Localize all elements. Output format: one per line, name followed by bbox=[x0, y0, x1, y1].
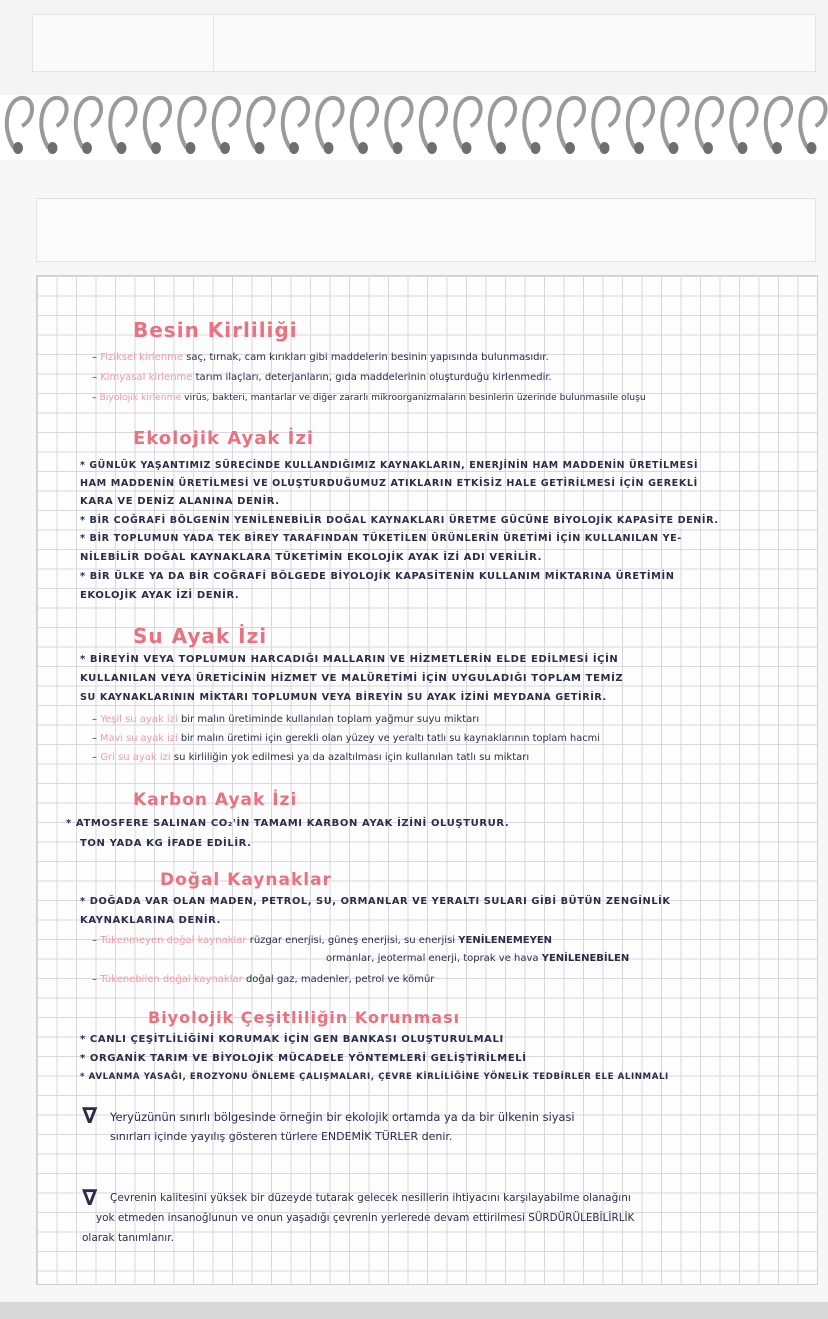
text-line: KAYNAKLARINA DENİR. bbox=[80, 915, 222, 926]
text-line: HAM MADDENİN ÜRETİLMESİ VE OLUŞTURDUĞUMUZ ATIKLARIN ETKİSİZ HALE GETİRİLMESİ İÇİN GEREKLİ bbox=[80, 478, 698, 489]
spiral-coil bbox=[317, 98, 342, 148]
heading-su-ayak-izi: Su Ayak İzi bbox=[133, 624, 268, 648]
list-item: – Tükenmeyen doğal kaynaklar rüzgar enerjisi, güneş enerjisi, su enerjisi YENİLENEMEYEN bbox=[92, 935, 553, 946]
spiral-coil bbox=[421, 98, 446, 148]
spiral-coil bbox=[731, 98, 756, 148]
punch-hole bbox=[255, 142, 265, 154]
heading-ekolojik-ayak-izi: Ekolojik Ayak İzi bbox=[133, 428, 315, 449]
spiral-coil bbox=[179, 98, 204, 148]
note-line: sınırları içinde yayılış gösteren türlere ENDEMİK TÜRLER denir. bbox=[110, 1130, 453, 1143]
note-line: Yeryüzünün sınırlı bölgesinde örneğin bir ekolojik ortamda ya da bir ülkenin siyasi bbox=[110, 1110, 575, 1124]
punch-hole bbox=[807, 142, 817, 154]
spiral-coil bbox=[76, 98, 101, 148]
spiral-coil bbox=[766, 98, 791, 148]
heading-besin-kirliligi: Besin Kirliliği bbox=[133, 318, 298, 342]
text-line: * BİREYİN VEYA TOPLUMUN HARCADIĞI MALLARIN VE HİZMETLERİN ELDE EDİLMESİ İÇİN bbox=[80, 654, 619, 665]
note-line: Çevrenin kalitesini yüksek bir düzeyde tutarak gelecek nesillerin ihtiyacını karşılayabilme olanağını bbox=[110, 1192, 631, 1204]
text-line: * CANLI ÇEŞİTLİLİĞİNİ KORUMAK İÇİN GEN BANKASI OLUŞTURULMALI bbox=[80, 1034, 504, 1045]
title-label-box bbox=[36, 198, 816, 262]
text-line: * BİR ÜLKE YA DA BİR COĞRAFİ BÖLGEDE BİYOLOJİK KAPASİTENİN KULLANIM MİKTARINA ÜRETİMİN bbox=[80, 571, 675, 582]
spiral-coil bbox=[662, 98, 687, 148]
note-mark-icon: ∇ bbox=[82, 1104, 98, 1129]
punch-hole bbox=[220, 142, 230, 154]
punch-hole bbox=[772, 142, 782, 154]
heading-biyolojik-cesitlilik: Biyolojik Çeşitliliğin Korunması bbox=[148, 1008, 461, 1027]
list-item: – Mavi su ayak izi bir malın üretimi için gerekli olan yüzey ve yeraltı tatlı su kaynaklarının toplam hacmi bbox=[92, 733, 600, 744]
spiral-coil bbox=[248, 98, 273, 148]
list-item: – Yeşil su ayak izi bir malın üretiminde kullanılan toplam yağmur suyu miktarı bbox=[92, 714, 480, 725]
spiral-coil bbox=[559, 98, 584, 148]
text-line: KARA VE DENİZ ALANINA DENİR. bbox=[80, 496, 280, 507]
text-line: TON YADA KG İFADE EDİLİR. bbox=[80, 838, 252, 849]
list-item: – Biyolojik kirlenme virüs, bakteri, mantarlar ve diğer zararlı mikroorganizmaların besinlerin üzerinde bulunmasıile oluşu bbox=[92, 392, 646, 403]
punch-hole bbox=[324, 142, 334, 154]
spiral-coil bbox=[110, 98, 135, 148]
list-item: – Kimyasal kirlenme tarım ilaçları, deterjanların, gıda maddelerinin oluşturduğu kirlenmedir. bbox=[92, 372, 552, 383]
spiral-coil bbox=[697, 98, 722, 148]
punch-hole bbox=[82, 142, 92, 154]
punch-hole bbox=[600, 142, 610, 154]
list-item: – Fiziksel kirlenme saç, tırnak, cam kırıkları gibi maddelerin besinin yapısında bulunmasıdır. bbox=[92, 352, 549, 363]
text-line: KULLANILAN VEYA ÜRETİCİNİN HİZMET VE MALÜRETİMİ İÇİN UYGULADIĞI TOPLAM TEMİZ bbox=[80, 673, 624, 684]
note-line: yok etmeden insanoğlunun ve onun yaşadığı çevrenin yerlerede devam ettirilmesi SÜRDÜRÜLEBİLİRLİK bbox=[96, 1212, 635, 1224]
punch-hole bbox=[48, 142, 58, 154]
spiral-coil bbox=[593, 98, 618, 148]
text-line: * ATMOSFERE SALINAN CO₂'İN TAMAMI KARBON AYAK İZİNİ OLUŞTURUR. bbox=[66, 818, 510, 829]
text-line: * AVLANMA YASAĞI, EROZYONU ÖNLEME ÇALIŞMALARI, ÇEVRE KİRLİLİĞİNE YÖNELİK TEDBİRLER ELE ALINMALI bbox=[80, 1072, 669, 1082]
punch-hole bbox=[117, 142, 127, 154]
list-item: ormanlar, jeotermal enerji, toprak ve hava YENİLENEBİLEN bbox=[326, 953, 630, 964]
page-edge bbox=[0, 1302, 828, 1319]
text-line: SU KAYNAKLARININ MİKTARI TOPLUMUN VEYA BİREYİN SU AYAK İZİNİ MEYDANA GETİRİR. bbox=[80, 692, 607, 703]
punch-hole bbox=[427, 142, 437, 154]
text-line: * BİR TOPLUMUN YADA TEK BİREY TARAFINDAN TÜKETİLEN ÜRÜNLERİN ÜRETİMİ İÇİN KULLANILAN YE- bbox=[80, 533, 682, 544]
punch-hole bbox=[186, 142, 196, 154]
punch-hole bbox=[738, 142, 748, 154]
spiral-coil bbox=[352, 98, 377, 148]
punch-hole bbox=[151, 142, 161, 154]
punch-hole bbox=[289, 142, 299, 154]
punch-hole bbox=[669, 142, 679, 154]
heading-karbon-ayak-izi: Karbon Ayak İzi bbox=[133, 790, 298, 810]
list-item: – Gri su ayak izi su kirliliğin yok edilmesi ya da azaltılması için kullanılan tatlı su miktarı bbox=[92, 752, 530, 763]
list-item: – Tükenebilen doğal kaynaklar doğal gaz, madenler, petrol ve kömür bbox=[92, 974, 435, 985]
text-line: * BİR COĞRAFİ BÖLGENİN YENİLENEBİLİR DOĞAL KAYNAKLARI ÜRETME GÜCÜNE BİYOLOJİK KAPASİTE DENİR. bbox=[80, 515, 719, 526]
text-line: EKOLOJİK AYAK İZİ DENİR. bbox=[80, 590, 240, 601]
spiral-coil bbox=[145, 98, 170, 148]
label-strip bbox=[32, 14, 816, 72]
notebook-top-area bbox=[0, 0, 828, 95]
punch-hole bbox=[531, 142, 541, 154]
text-line: * GÜNLÜK YAŞANTIMIZ SÜRECİNDE KULLANDIĞIMIZ KAYNAKLARIN, ENERJİNİN HAM MADDENİN ÜRETİLMESİ bbox=[80, 460, 699, 471]
note-mark-icon: ∇ bbox=[82, 1186, 98, 1211]
spiral-coil bbox=[214, 98, 239, 148]
text-line: * ORGANİK TARIM VE BİYOLOJİK MÜCADELE YÖNTEMLERİ GELİŞTİRİLMELİ bbox=[80, 1053, 527, 1064]
spiral-coil bbox=[41, 98, 66, 148]
punch-hole bbox=[13, 142, 23, 154]
spiral-coil bbox=[283, 98, 308, 148]
spiral-coil bbox=[524, 98, 549, 148]
spiral-coil bbox=[386, 98, 411, 148]
punch-hole bbox=[496, 142, 506, 154]
punch-hole bbox=[358, 142, 368, 154]
punch-hole bbox=[634, 142, 644, 154]
punch-hole bbox=[462, 142, 472, 154]
text-line: NİLEBİLİR DOĞAL KAYNAKLARA TÜKETİMİN EKOLOJİK AYAK İZİ ADI VERİLİR. bbox=[80, 552, 543, 563]
spiral-coil bbox=[628, 98, 653, 148]
note-line: olarak tanımlanır. bbox=[82, 1232, 174, 1244]
punch-hole bbox=[565, 142, 575, 154]
spiral-binding bbox=[0, 86, 828, 166]
spiral-coil bbox=[455, 98, 480, 148]
punch-hole bbox=[393, 142, 403, 154]
punch-hole bbox=[703, 142, 713, 154]
spiral-coil bbox=[7, 98, 32, 148]
heading-dogal-kaynaklar: Doğal Kaynaklar bbox=[160, 870, 332, 890]
spiral-coil bbox=[490, 98, 515, 148]
spiral-coil bbox=[800, 98, 825, 148]
text-line: * DOĞADA VAR OLAN MADEN, PETROL, SU, ORMANLAR VE YERALTI SULARI GİBİ BÜTÜN ZENGİNLİK bbox=[80, 896, 671, 907]
